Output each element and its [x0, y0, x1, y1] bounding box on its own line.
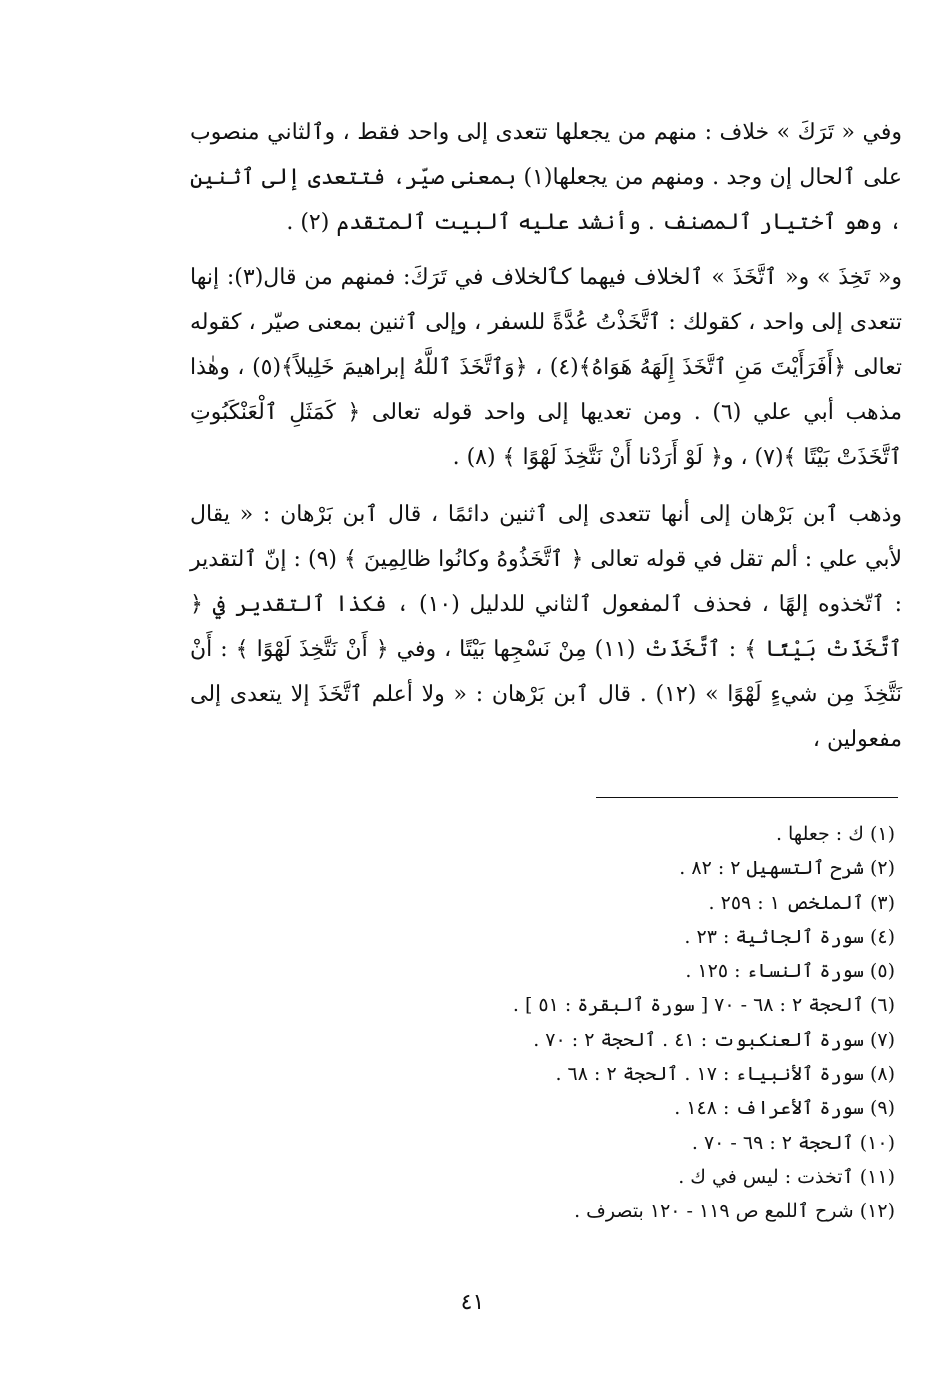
footnote-divider	[596, 797, 898, 798]
footnote-6: (٦) ٱلحجة ٢ : ٦٨ - ٧٠ [ سورة ٱلبقرة : ٥١ ] .	[512, 994, 895, 1017]
footnote-5: (٥) سورة ٱلنساء : ١٢٥ .	[685, 960, 895, 983]
footnote-2: (٢) شرح ٱلتسهيل ٢ : ٨٢ .	[679, 857, 895, 880]
footnote-4: (٤) سورة ٱلجاثية : ٢٣ .	[684, 925, 895, 948]
footnote-12: (١٢) شرح ٱللمع ص ١١٩ - ١٢٠ بتصرف .	[574, 1200, 895, 1223]
footnote-8: (٨) سورة ٱلأنبياء : ١٧ . ٱلحجة ٢ : ٦٨ .	[555, 1063, 895, 1086]
paragraph-2: و« تَخِذَ » و« ٱتَّخَذَ » ٱلخلاف فيهما كٱلخلاف في تَرَكَ: فمنهم من قال(٣): إنها تتعدى إلى واحد ، كقولك : ٱتَّخَذْتُ عُدَّةً للسفر ، وإلى ٱثنين بمعنى صيّر ، كقوله تعالى ﴿أَفَرَأَيْتَ مَنِ ٱتَّخَذَ إِلَهَهُ هَوَاهُ﴾(٤) ، ﴿وَٱتَّخَذَ ٱللَّهُ إبراهيمَ خَلِيلاً﴾(٥) ، وهٰذا مذهب أبي علي (٦) . ومن تعديها إلى واحد قوله تعالى ﴿ كَمَثَلِ ٱلْعَنْكَبُوتِ ٱتَّخَذَتْ بَيْتًا ﴾(٧) ، و﴿ لَوْ أَرَدْنا أَنْ نَتَّخِذَ لَهْوًا ﴾ (٨) .	[190, 265, 902, 470]
main-text	[190, 110, 902, 762]
footnote-9: (٩) سورة ٱلأعراف : ١٤٨ .	[674, 1097, 895, 1120]
footnote-3: (٣) ٱلملخص ١ : ٢٥٩ .	[708, 891, 895, 914]
footnote-10: (١٠) ٱلحجة ٢ : ٦٩ - ٧٠ .	[691, 1131, 895, 1154]
footnote-7: (٧) سورة ٱلعنكبوت : ٤١ . ٱلحجة ٢ : ٧٠ .	[533, 1028, 895, 1051]
paragraph-1: وفي « تَرَكَ » خلاف : منهم من يجعلها تتعدى إلى واحد فقط ، وٱلثاني منصوب على ٱلحال إن وجد . ومنهم من يجعلها(١) بمعنى صيّر، فتتعدى إلى ٱثنين ، وهو ٱختيار ٱلمصنف . وأنشد عليه ٱلبيت ٱلمتقدم (٢) .	[190, 120, 902, 235]
footnote-11: (١١) ٱتخذت : ليس في ك .	[678, 1165, 895, 1188]
footnotes-list	[295, 817, 895, 1229]
paragraph-3: وذهب ٱبن بَرْهان إلى أنها تتعدى إلى ٱثنين دائمًا ، قال ٱبن بَرْهان : « يقال لأبي علي : ألم تقل في قوله تعالى ﴿ ٱتَّخَذُوهُ وكانُوا ظالِمِينَ ﴾ (٩) : إنّ ٱلتقدير : ٱتّخذوه إلهًا ، فحذف ٱلمفعول ٱلثاني للدليل (١٠) ، فكذا ٱلتقدير في ﴿ ٱتَّخَذَتْ بَيْتًا ﴾ : ٱتَّخَذَتْ (١١) مِنْ نَسْجِها بَيْتًا ، وفي ﴿ أَنْ نَتَّخِذَ لَهْوًا ﴾ : أَنْ نَتَّخِذَ مِن شيءٍ لَهْوًا » (١٢) . قال ٱبن بَرْهان : « ولا أعلم ٱتَّخَذَ إلا يتعدى إلى مفعولين ،	[190, 502, 903, 752]
footnote-1: (١) ك : جعلها .	[775, 823, 895, 845]
page-number: ٤١	[460, 1290, 485, 1315]
